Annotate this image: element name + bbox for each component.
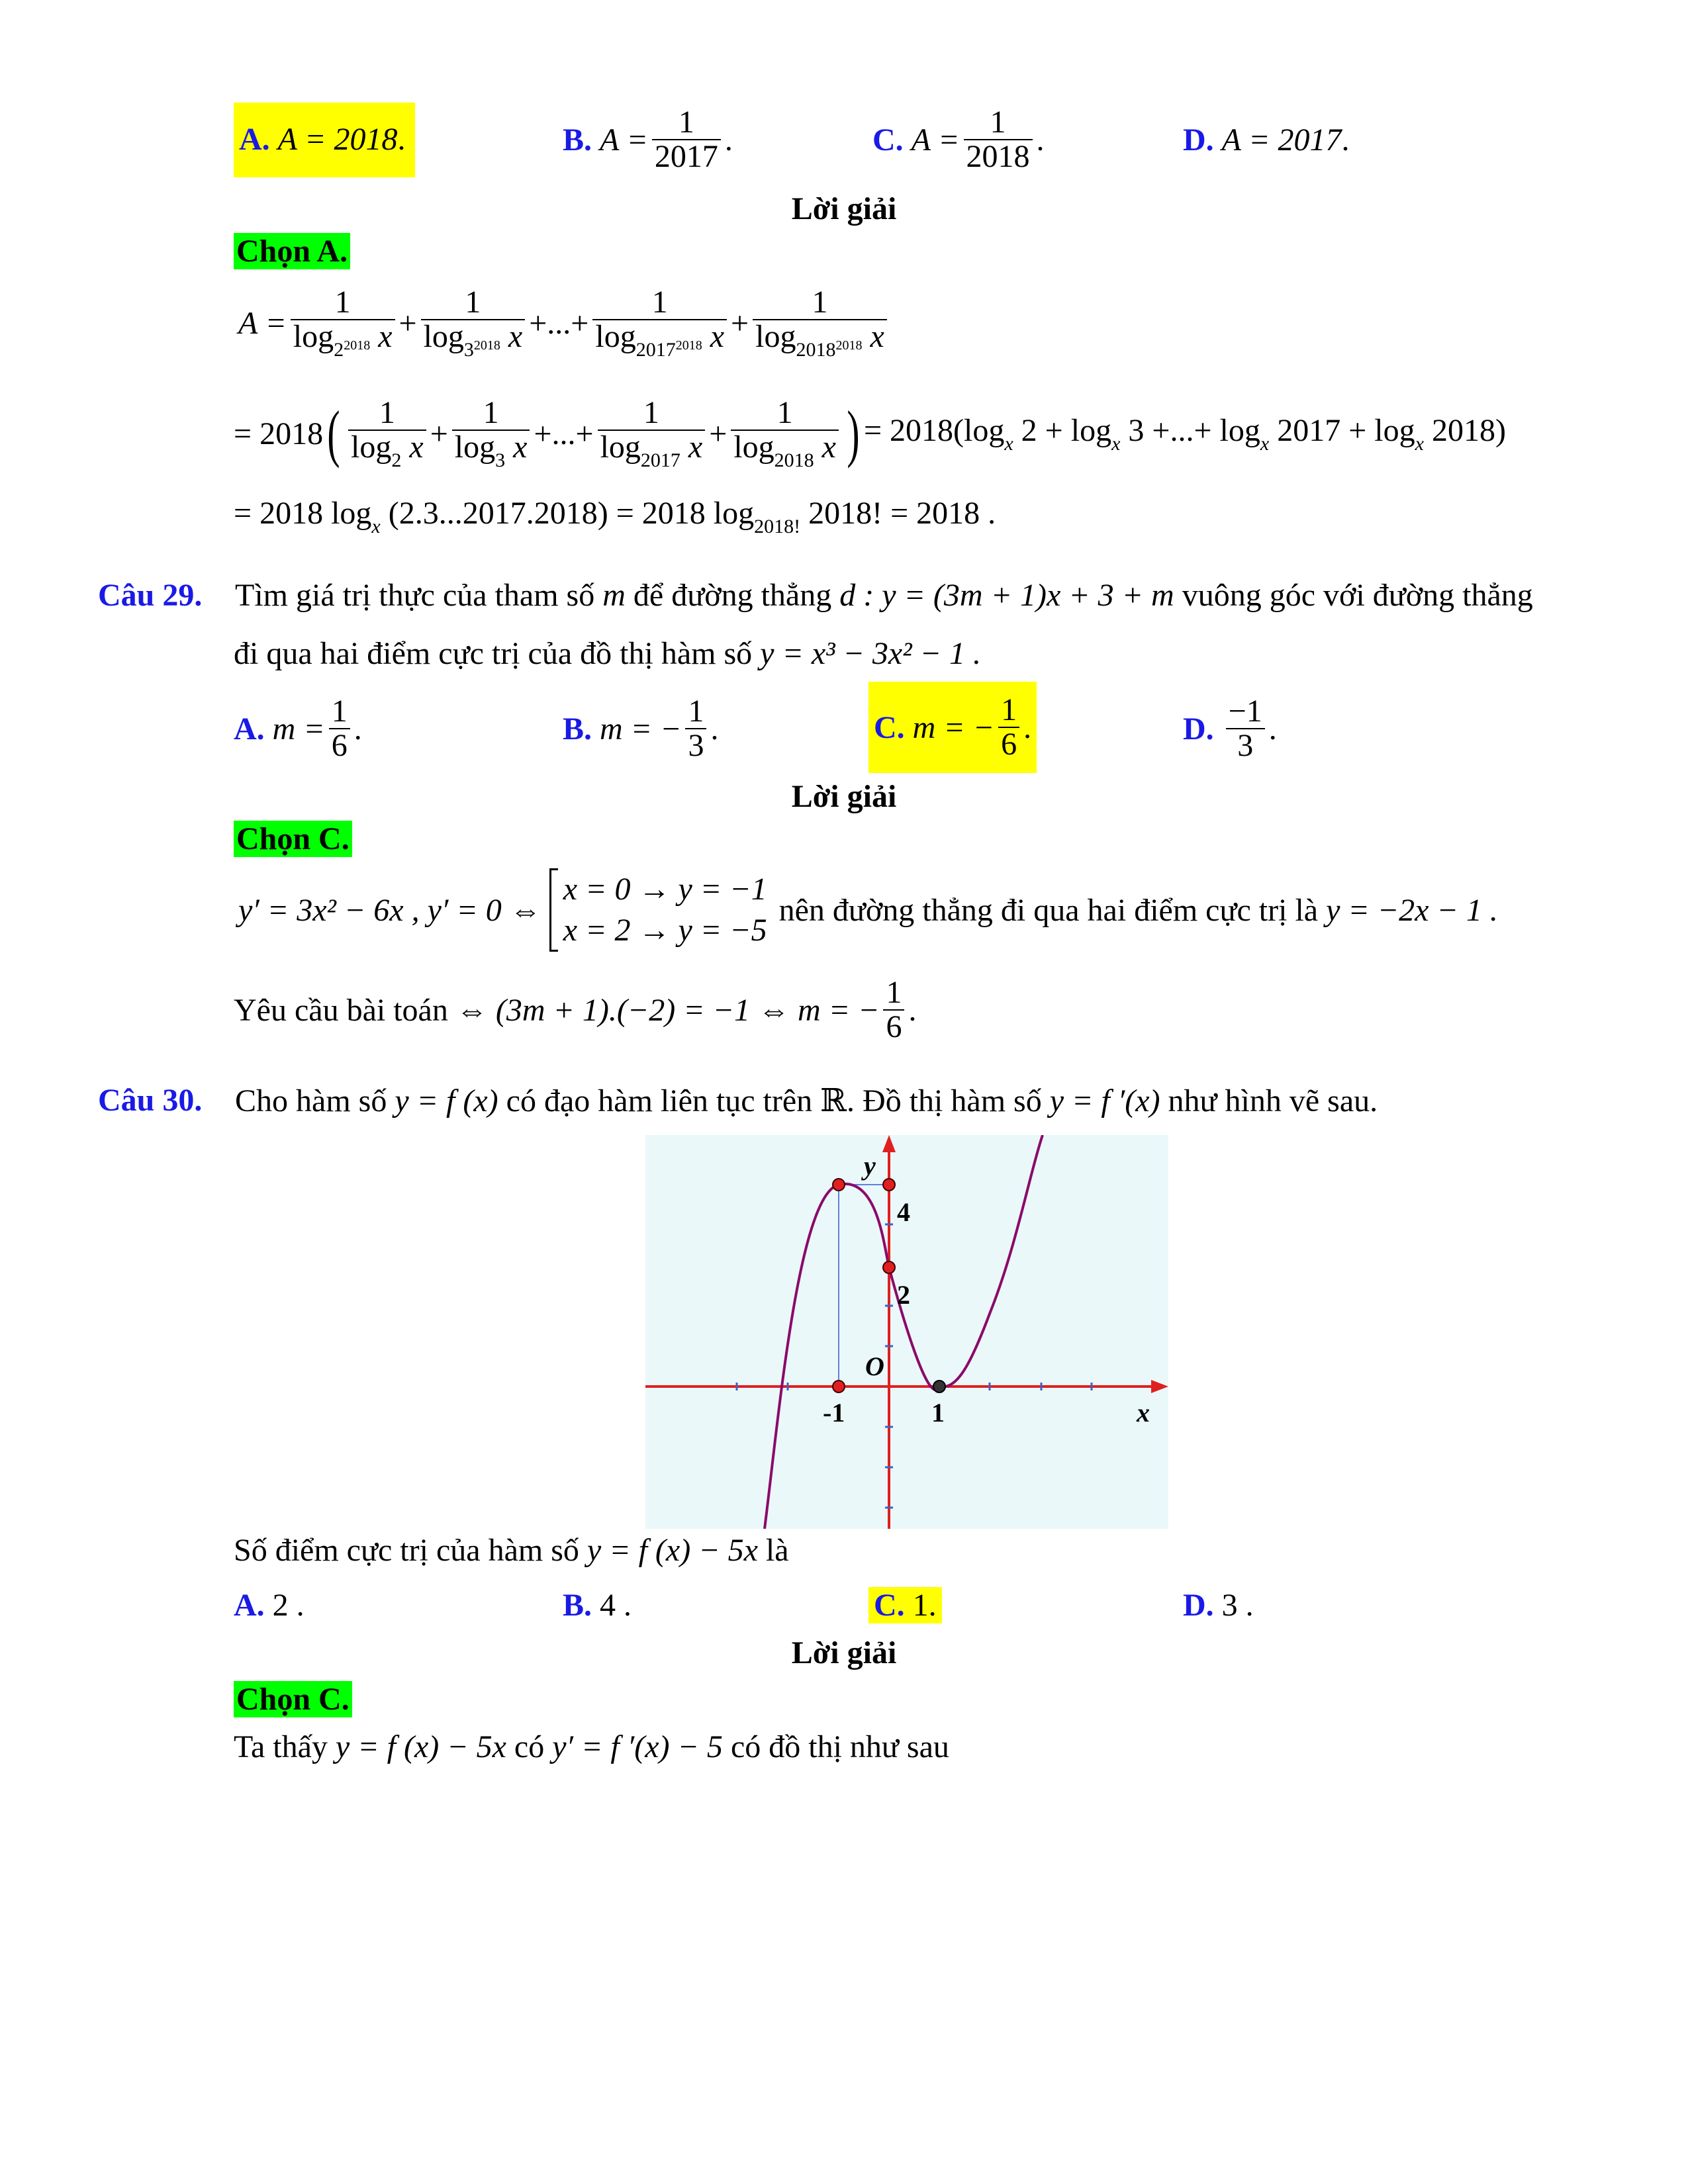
- x-axis-label: x: [1137, 1398, 1150, 1428]
- text: Tìm giá trị thực của tham số: [235, 578, 595, 613]
- denominator: 3: [1237, 728, 1254, 763]
- base: 2018: [774, 449, 814, 471]
- q28-solution-line-1: [238, 277, 891, 369]
- plus: +: [399, 305, 417, 341]
- option-label: A.: [239, 121, 270, 157]
- point-xm1: [833, 1381, 845, 1392]
- var: x: [710, 318, 725, 354]
- denominator: 6: [886, 1009, 902, 1044]
- plus: +: [709, 416, 727, 451]
- q29-option-a: A. m = $\frac{1}{6}$ .: [234, 693, 362, 763]
- base: [636, 339, 702, 361]
- log: log: [595, 318, 636, 354]
- var: x: [821, 429, 836, 465]
- base-pow: 2018: [473, 338, 500, 353]
- log: log: [454, 429, 496, 465]
- q28-solution-title: Lời giải: [791, 191, 897, 226]
- q28-choice: Chọn A.: [234, 233, 350, 269]
- var: x: [513, 429, 528, 465]
- text: . Đồ thị hàm số: [847, 1083, 1042, 1118]
- option-lhs: A =: [911, 122, 960, 158]
- option-label: C.: [874, 1588, 905, 1623]
- tick-label-4: 4: [897, 1197, 910, 1227]
- base-pow: 2018: [344, 338, 371, 353]
- equation: y = x³ − 3x² − 1 .: [760, 636, 982, 671]
- point-max: [833, 1179, 845, 1191]
- log: log: [600, 429, 641, 465]
- numerator: 1: [998, 694, 1019, 728]
- fraction: [883, 976, 904, 1044]
- var: x: [378, 318, 393, 354]
- plus: +: [731, 305, 749, 341]
- base: 3: [495, 449, 506, 471]
- rhs-text: 2017 + log: [1277, 412, 1415, 448]
- sub-x: x: [371, 516, 381, 537]
- lhs: = 2018: [234, 416, 324, 451]
- equation: y = f ′(x): [1049, 1083, 1160, 1118]
- q28-option-a: [234, 99, 415, 180]
- rhs-text: 3 +...+ log: [1128, 412, 1260, 448]
- denominator: 6: [1001, 727, 1017, 762]
- fraction: [329, 695, 350, 763]
- case-1: x = 0 → y = −1: [563, 871, 767, 907]
- q30-option-d: [1183, 1587, 1254, 1623]
- denominator: [731, 431, 839, 471]
- q29-derivative-line: [238, 864, 1498, 956]
- numerator: 1: [753, 286, 887, 320]
- sub-x: x: [1260, 432, 1270, 455]
- log: log: [293, 318, 334, 354]
- var-m: m: [602, 578, 626, 613]
- option-value: A = 2017: [1221, 122, 1342, 158]
- text: có: [514, 1729, 545, 1764]
- q29-requirement-line: Yêu cầu bài toán ⇔ (3m + 1).(−2) = −1 ⇔ m = − $\frac{1}{6}$ .: [234, 974, 917, 1044]
- base-pow: 2018: [675, 338, 702, 353]
- equation: y = f (x) − 5x: [335, 1729, 506, 1764]
- paren-open: (: [327, 398, 340, 469]
- sub-base: 2018!: [754, 516, 801, 537]
- q30-option-c: [868, 1587, 942, 1623]
- var: x: [688, 429, 703, 465]
- option-label: A.: [234, 711, 265, 747]
- var: x: [508, 318, 523, 354]
- option-label: C.: [874, 709, 905, 745]
- text: có đồ thị như sau: [730, 1729, 949, 1764]
- numerator: 1: [731, 396, 839, 431]
- base-val: 2017: [635, 338, 676, 361]
- rhs-text: 2 + log: [1021, 412, 1112, 448]
- base-pow: 2018: [835, 338, 863, 353]
- numerator: 1: [291, 286, 395, 320]
- text: nên đường thẳng đi qua hai điểm cực trị là: [778, 892, 1319, 928]
- numerator: 1: [329, 695, 350, 729]
- base-val: 2018: [796, 338, 836, 361]
- lhs: A =: [238, 305, 287, 341]
- log: log: [351, 429, 392, 465]
- equation: d : y = (3m + 1)x + 3 + m: [839, 578, 1174, 613]
- y-axis-label: y: [864, 1151, 876, 1181]
- q28-option-a-highlight: [234, 103, 415, 177]
- text: Yêu cầu bài toán: [234, 992, 448, 1028]
- option-lhs: A =: [600, 122, 648, 158]
- base: [334, 339, 370, 361]
- equation: y′ = f ′(x) − 5: [552, 1729, 723, 1764]
- option-value: 1.: [912, 1588, 937, 1623]
- fraction-3: [592, 286, 727, 361]
- numerator: 1: [652, 106, 721, 140]
- text: = 2018 log: [234, 496, 372, 531]
- rhs-text: 2018): [1431, 412, 1506, 448]
- text: Số điểm cực trị của hàm số: [234, 1533, 579, 1568]
- option-value: A = 2018: [277, 121, 398, 157]
- text: đi qua hai điểm cực trị của đồ thị hàm số: [234, 636, 753, 671]
- option-label: A.: [234, 1588, 265, 1623]
- denominator: 2018: [966, 139, 1030, 174]
- denominator: [598, 431, 706, 471]
- option-label: C.: [872, 122, 904, 158]
- point-y2: [883, 1261, 895, 1273]
- text: là: [765, 1533, 789, 1568]
- denominator: 2017: [654, 139, 718, 174]
- text: Ta thấy: [234, 1729, 328, 1764]
- base: [796, 339, 862, 361]
- derivative-graph: [645, 1135, 1168, 1529]
- tick-label-minus-1: -1: [823, 1398, 845, 1428]
- point-y4: [883, 1179, 895, 1191]
- denominator: [592, 320, 727, 361]
- option-lhs: m =: [272, 711, 325, 747]
- numerator: 1: [883, 976, 904, 1011]
- q28-solution-line-3: [234, 495, 996, 538]
- fraction-2: [452, 396, 530, 471]
- text: để đường thẳng: [633, 578, 832, 613]
- sub-x: x: [1415, 432, 1424, 455]
- plus: +: [430, 416, 448, 451]
- denominator: [348, 431, 426, 471]
- derivative: y′ = 3x² − 6x , y′ = 0 ⇔: [238, 892, 541, 928]
- base: 2017: [640, 449, 680, 471]
- numerator: 1: [685, 695, 706, 729]
- tick-label-1: 1: [931, 1398, 945, 1428]
- point-x1: [933, 1381, 945, 1392]
- q28-solution-line-2: [234, 387, 1506, 480]
- numerator: 1: [348, 396, 426, 431]
- fraction-3: [598, 396, 706, 471]
- q30-statement: [235, 1082, 1378, 1119]
- cases: [563, 869, 767, 952]
- q29-option-b: B. m = − $\frac{1}{3}$ .: [563, 693, 719, 763]
- dots: +...+: [534, 416, 594, 451]
- denominator: [291, 320, 395, 361]
- sub-x: x: [1004, 432, 1013, 455]
- var: x: [409, 429, 424, 465]
- fraction: [652, 106, 721, 174]
- fraction-2: [421, 286, 526, 361]
- denominator: [421, 320, 526, 361]
- q29-option-d: D. $\frac{-1}{3}$ .: [1183, 693, 1277, 763]
- q29-statement-line-1: [235, 577, 1533, 614]
- fraction-4: [731, 396, 839, 471]
- numerator: 1: [421, 286, 526, 320]
- option-lhs: m = −: [600, 711, 682, 747]
- equation: y = f (x) − 5x: [586, 1533, 758, 1568]
- log: log: [423, 318, 464, 354]
- equation: y = −2x − 1 .: [1326, 892, 1498, 928]
- tick-label-2: 2: [897, 1280, 910, 1310]
- rhs-text: = 2018(log: [863, 412, 1005, 448]
- text: có đạo hàm liên tục trên: [506, 1083, 813, 1118]
- fraction: [685, 695, 706, 763]
- numerator: 1: [592, 286, 727, 320]
- fraction-4: [753, 286, 887, 361]
- denominator: [452, 431, 530, 471]
- origin-label: O: [865, 1351, 884, 1381]
- option-label: D.: [1183, 122, 1214, 158]
- q29-option-c: C. m = − $\frac{1}{6}$ .: [868, 682, 1037, 773]
- q30-label: Câu 30.: [98, 1083, 203, 1118]
- q30-solution-title: Lời giải: [791, 1635, 897, 1670]
- base-val: 3: [463, 338, 474, 361]
- text: (2.3...2017.2018) = 2018 log: [388, 496, 755, 531]
- bracket: [549, 868, 558, 952]
- numerator: −1: [1226, 695, 1265, 729]
- q30-solution-line: [234, 1729, 949, 1765]
- option-value: 3 .: [1221, 1588, 1254, 1623]
- q29-label: Câu 29.: [98, 578, 203, 613]
- log: log: [755, 318, 796, 354]
- reals-symbol: ℝ: [820, 1083, 847, 1118]
- q29-solution-title: Lời giải: [791, 779, 897, 814]
- fraction: [1226, 695, 1265, 763]
- denominator: [753, 320, 887, 361]
- option-value: 2 .: [272, 1588, 305, 1623]
- q30-option-a: [234, 1587, 305, 1623]
- equation: y = f (x): [395, 1083, 498, 1118]
- numerator: 1: [452, 396, 530, 431]
- base: [464, 339, 500, 361]
- option-label: B.: [563, 1588, 592, 1623]
- punct: .: [1036, 122, 1045, 158]
- dots: +...+: [529, 305, 589, 341]
- denominator: 6: [331, 728, 348, 763]
- q29-statement-line-2: [234, 635, 981, 672]
- var: x: [870, 318, 884, 354]
- base: 2: [391, 449, 402, 471]
- q29-choice: Chọn C.: [234, 821, 352, 857]
- option-label: B.: [563, 122, 592, 158]
- punct: .: [724, 122, 733, 158]
- option-label: D.: [1183, 1588, 1214, 1623]
- q30-question: [234, 1532, 789, 1569]
- q28-option-d: [1183, 99, 1350, 180]
- option-label: D.: [1183, 711, 1214, 747]
- fraction: [998, 694, 1019, 762]
- text: Cho hàm số: [235, 1083, 387, 1118]
- option-label: B.: [563, 711, 592, 747]
- sub-x: x: [1111, 432, 1121, 455]
- fraction: [964, 106, 1033, 174]
- q28-option-b: [563, 99, 733, 180]
- numerator: 1: [598, 396, 706, 431]
- equation: ⇔ (3m + 1).(−2) = −1 ⇔ m = −: [455, 992, 880, 1028]
- option-value: 4 .: [600, 1588, 632, 1623]
- option-lhs: m = −: [912, 709, 995, 745]
- paren-close: ): [847, 398, 860, 469]
- denominator: 3: [688, 728, 704, 763]
- q30-choice: Chọn C.: [234, 1681, 352, 1717]
- fraction-1: [291, 286, 395, 361]
- text: vuông góc với đường thẳng: [1182, 578, 1533, 613]
- case-2: x = 2 → y = −5: [563, 913, 767, 948]
- base-val: 2: [334, 338, 344, 361]
- punct: .: [1341, 122, 1350, 158]
- text: như hình vẽ sau.: [1168, 1083, 1378, 1118]
- q28-option-c: [872, 99, 1045, 180]
- punct: .: [397, 121, 406, 157]
- numerator: 1: [964, 106, 1033, 140]
- text: 2018! = 2018 .: [808, 496, 996, 531]
- q30-option-b: [563, 1587, 632, 1623]
- rhs: [864, 412, 1506, 455]
- log: log: [733, 429, 774, 465]
- fraction-1: [348, 396, 426, 471]
